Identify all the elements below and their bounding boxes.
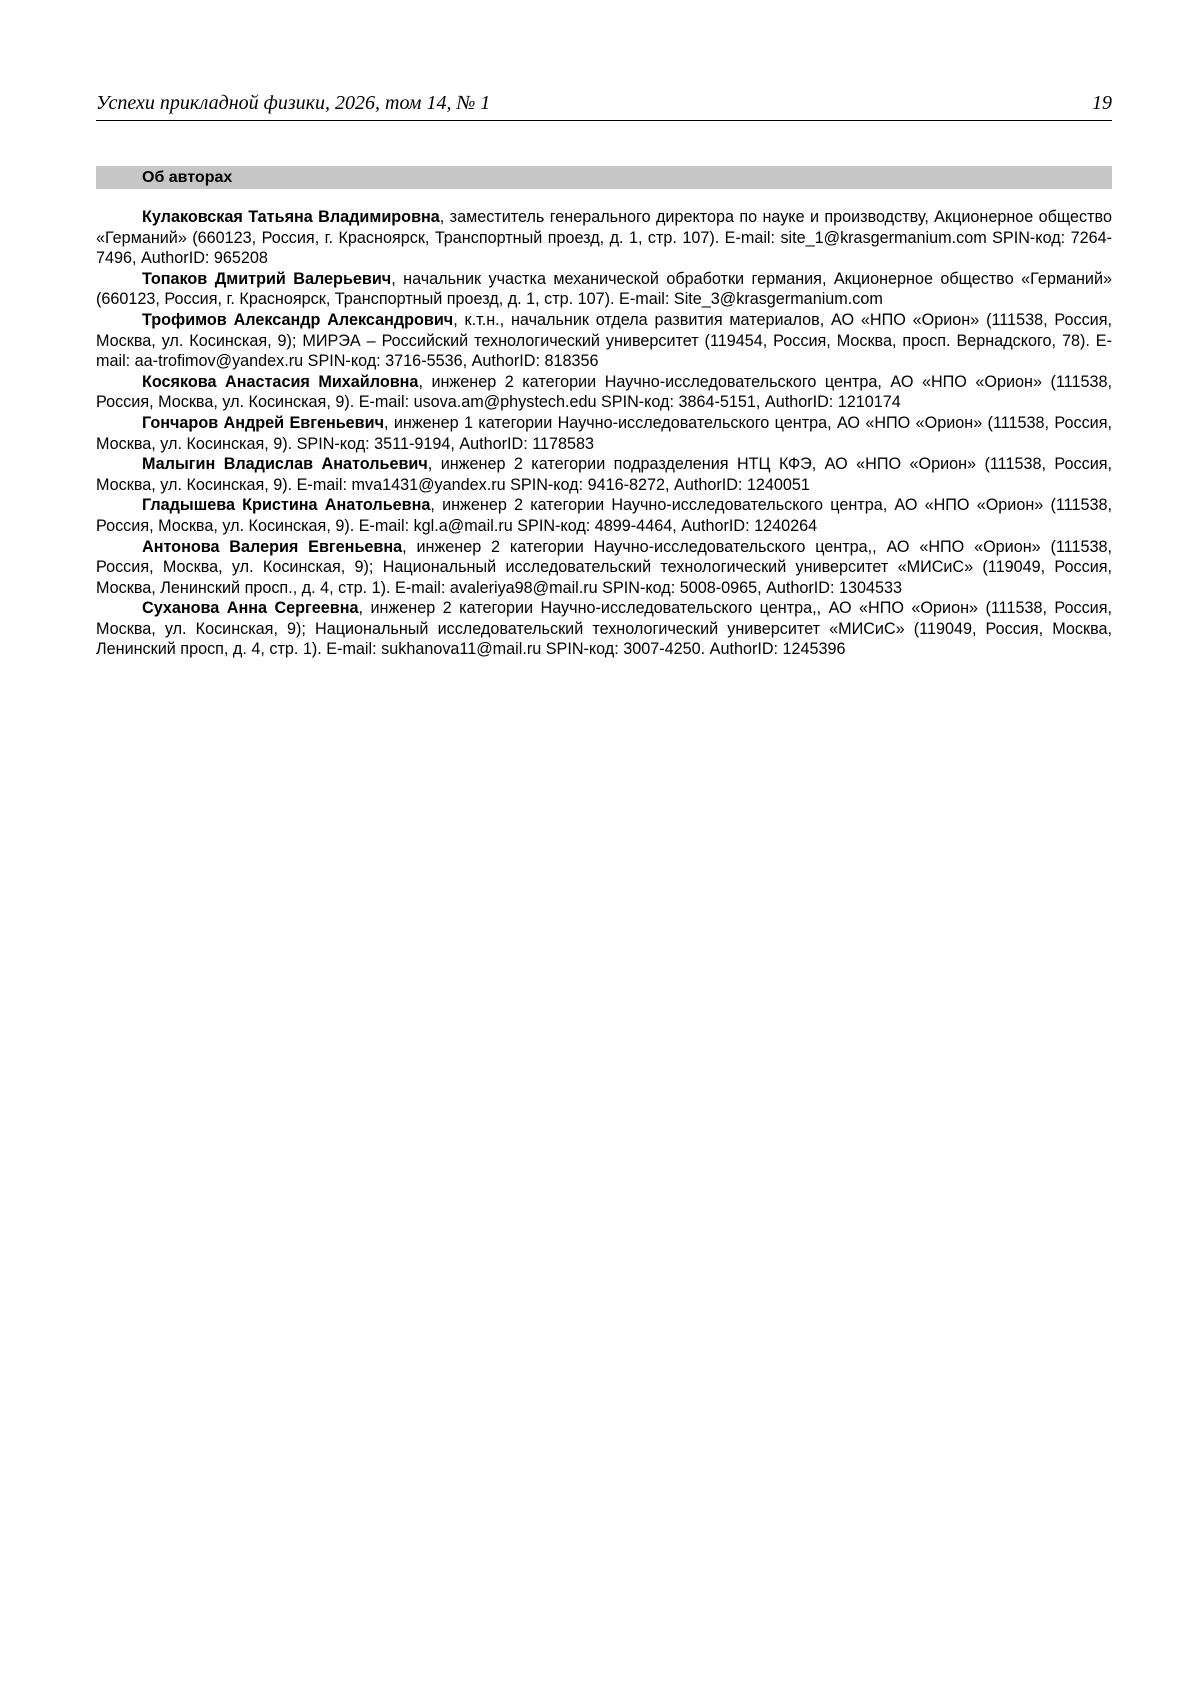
author-entry	[96, 207, 1112, 269]
author-details: , начальник участка механической обработки германия, Акционерное общество «Германий» (660123, Россия, г. Красноярск, Транспортный проезд, д. 1, стр. 107). E-mail: Site_3@krasgermanium.com	[96, 269, 1113, 309]
author-entry	[96, 269, 1112, 310]
author-entry	[96, 537, 1112, 599]
author-name: Косякова Анастасия Михайловна	[142, 372, 419, 391]
author-entry	[96, 372, 1112, 413]
author-name: Гладышева Кристина Анатольевна	[142, 496, 431, 515]
author-details: , заместитель генерального директора по науке и производству, Акционерное общество «Германий» (660123, Россия, г. Красноярск, Транспортный проезд, д. 1, стр. 107). E-mail: site_1@krasgermanium.com SPIN-код: 7264-7496, AuthorID: 965208	[96, 208, 1112, 268]
author-details: , инженер 2 категории Научно-исследовательского центра,, АО «НПО «Орион» (111538, Россия, Москва, ул. Косинская, 9); Национальный исследовательский технологический университет «МИСиС» (119049, Россия, Москва, Ленинский просп., д. 4, стр. 1). E-mail: avaleriya98@mail.ru SPIN-код: 5008-0965, AuthorID: 1304533	[96, 537, 1112, 597]
author-entry	[96, 413, 1112, 454]
author-name: Топаков Дмитрий Валерьевич	[142, 269, 392, 288]
author-entry	[96, 598, 1112, 660]
author-details: , инженер 2 категории Научно-исследовательского центра,, АО «НПО «Орион» (111538, Россия, Москва, ул. Косинская, 9); Национальный исследовательский технологический университет «МИСиС» (119049, Россия, Москва, Ленинский просп, д. 4, стр. 1). E-mail: sukhanova11@mail.ru SPIN-код: 3007-4250. AuthorID: 1245396	[96, 599, 1112, 659]
author-name: Малыгин Владислав Анатольевич	[142, 455, 428, 474]
running-header	[96, 90, 1112, 121]
authors-list	[96, 207, 1112, 660]
page-number: 19	[1092, 92, 1112, 114]
author-name: Антонова Валерия Евгеньевна	[142, 537, 403, 556]
author-name: Гончаров Андрей Евгеньевич	[142, 413, 384, 432]
author-name: Кулаковская Татьяна Владимировна	[142, 208, 440, 226]
author-entry	[96, 495, 1112, 536]
author-entry	[96, 454, 1112, 495]
journal-title: Успехи прикладной физики, 2026, том 14, № 1	[96, 92, 491, 114]
author-details: , инженер 1 категории Научно-исследовательского центра, АО «НПО «Орион» (111538, Россия, Москва, ул. Косинская, 9). SPIN-код: 3511-9194, AuthorID: 1178583	[96, 413, 1112, 453]
section-title: Об авторах	[142, 169, 233, 186]
author-entry	[96, 310, 1112, 372]
author-details: , инженер 2 категории подразделения НТЦ КФЭ, АО «НПО «Орион» (111538, Россия, Москва, ул. Косинская, 9). E-mail: mva1431@yandex.ru SPIN-код: 9416-8272, AuthorID: 1240051	[96, 455, 1112, 494]
author-name: Суханова Анна Сергеевна	[142, 599, 359, 618]
author-details: , инженер 2 категории Научно-исследовательского центра, АО «НПО «Орион» (111538, Россия, Москва, ул. Косинская, 9). E-mail: usova.am@phystech.edu SPIN-код: 3864-5151, AuthorID: 1210174	[96, 372, 1112, 412]
author-name: Трофимов Александр Александрович	[142, 310, 454, 329]
author-details: , инженер 2 категории Научно-исследовательского центра, АО «НПО «Орион» (111538, Россия, Москва, ул. Косинская, 9). E-mail: kgl.a@mail.ru SPIN-код: 4899-4464, AuthorID: 1240264	[96, 496, 1112, 535]
section-heading-bar	[96, 166, 1112, 189]
author-details: , к.т.н., начальник отдела развития материалов, АО «НПО «Орион» (111538, Россия, Москва, ул. Косинская, 9); МИРЭА – Российский технологический университет (119454, Россия, Москва, просп. Вернадского, 78). E-mail: aa-trofimov@yandex.ru SPIN-код: 3716-5536, AuthorID: 818356	[96, 310, 1112, 371]
